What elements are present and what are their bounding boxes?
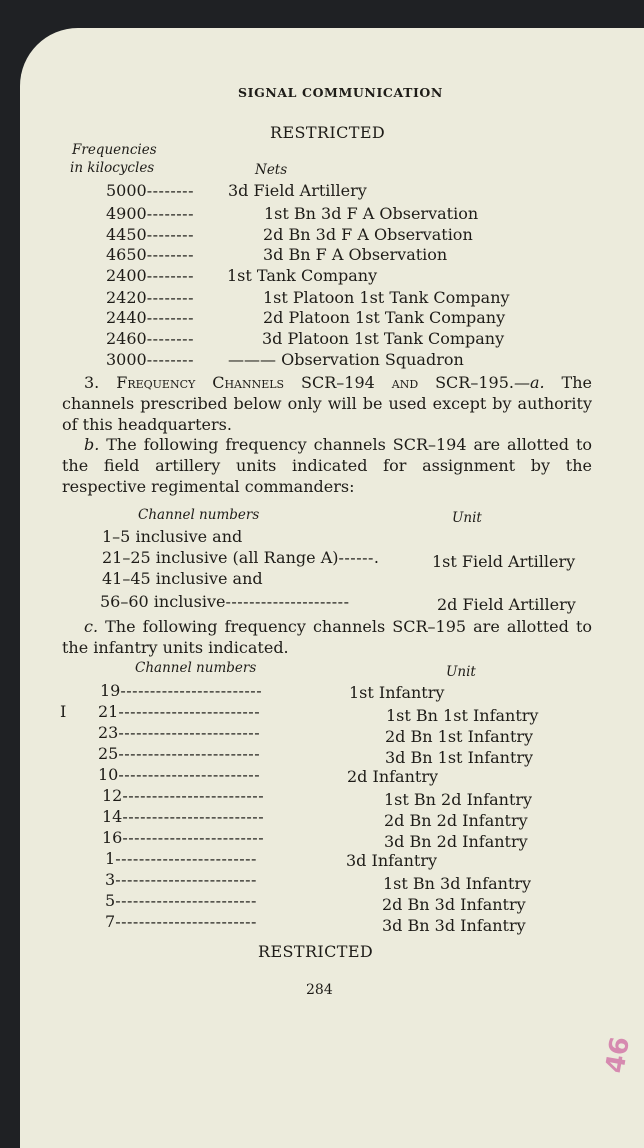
channel-number: 23 — [98, 723, 119, 742]
restricted-bottom: RESTRICTED — [258, 942, 374, 961]
channel-leader: ------------------------ — [118, 723, 261, 742]
channel-leader: ------------------------ — [122, 807, 265, 826]
unit-name: 2d Infantry — [347, 767, 439, 786]
net-row — [106, 266, 194, 285]
net-frequency: 4450 — [106, 225, 147, 244]
para3-heading: Frequency Channels SCR–194 and SCR–195. — [116, 373, 514, 392]
channel-leader: ------------------------ — [115, 870, 257, 889]
channel-row — [98, 702, 260, 721]
net-frequency: 2420 — [106, 288, 147, 307]
net-frequency: 4900 — [106, 204, 147, 223]
para-c-text: The following frequency channels SCR–195 are allotted to the infantry units indicated. — [62, 617, 592, 657]
unit-header: Unit — [452, 510, 482, 526]
unit-name: 3d Bn 1st Infantry — [385, 748, 534, 767]
unit-name: 2d Bn 1st Infantry — [385, 727, 534, 746]
ink-stamp: 46 — [600, 1034, 637, 1076]
channel-leader: ------------------------ — [118, 744, 261, 763]
channel-number: 14 — [102, 807, 123, 826]
channel-number: 12 — [102, 786, 123, 805]
channel-number: 25 — [98, 744, 119, 763]
paragraph-3 — [62, 372, 592, 435]
net-name: 1st Tank Company — [227, 266, 378, 285]
channel-number: 10 — [98, 765, 119, 784]
channel-number: 16 — [102, 828, 123, 847]
net-row — [106, 350, 194, 369]
net-name: 2d Bn 3d F A Observation — [263, 225, 473, 244]
net-frequency: 2440 — [106, 308, 147, 327]
net-row — [106, 288, 194, 307]
unit-name: 1st Field Artillery — [432, 552, 576, 571]
net-row — [106, 225, 194, 244]
channel-leader: ------------------------ — [122, 828, 265, 847]
net-frequency: 5000 — [106, 181, 147, 200]
net-leader: -------- — [146, 308, 194, 327]
paragraph-c — [62, 616, 592, 658]
para3-subletter: —a. — [513, 373, 545, 392]
net-frequency: 2400 — [106, 266, 147, 285]
net-leader: -------- — [146, 329, 194, 348]
unit-name: 3d Bn 3d Infantry — [382, 916, 526, 935]
channel-number: 3 — [105, 870, 116, 889]
channel-row — [98, 744, 260, 763]
unit-header: Unit — [446, 664, 476, 680]
unit-name: 3d Infantry — [346, 851, 438, 870]
channel-range — [100, 592, 349, 611]
net-leader: -------- — [146, 181, 194, 200]
net-row — [106, 329, 194, 348]
page-number: 284 — [306, 982, 333, 998]
channel-row — [102, 828, 264, 847]
channel-leader: --------------------- — [225, 592, 350, 611]
book-page — [20, 28, 644, 1148]
para-b-text: The following frequency channels SCR–194 are allotted to the field artillery units indicated for assignment by the respective regimental commanders: — [62, 435, 592, 496]
unit-name: 1st Bn 2d Infantry — [384, 790, 533, 809]
channel-leader: ------------------------ — [118, 702, 261, 721]
channel-numbers-header: Channel numbers — [135, 660, 257, 676]
net-frequency: 2460 — [106, 329, 147, 348]
unit-name: 1st Bn 1st Infantry — [386, 706, 539, 725]
net-row — [106, 245, 194, 264]
net-row — [106, 204, 194, 223]
net-leader: -------- — [146, 266, 194, 285]
net-name: ——— Observation Squadron — [228, 350, 464, 369]
channel-leader: ------------------------ — [118, 765, 261, 784]
channel-number: 19 — [100, 681, 121, 700]
channel-row — [105, 849, 257, 868]
para3-number: 3. — [84, 373, 117, 392]
unit-name: 1st Infantry — [349, 683, 445, 702]
margin-mark: I — [60, 702, 67, 721]
channel-row — [98, 765, 260, 784]
net-leader: -------- — [146, 350, 194, 369]
unit-name: 2d Bn 3d Infantry — [382, 895, 526, 914]
net-leader: -------- — [146, 288, 194, 307]
net-leader: -------- — [146, 245, 194, 264]
channel-leader: ------------------------ — [115, 912, 257, 931]
unit-name: 3d Bn 2d Infantry — [384, 832, 528, 851]
net-row — [106, 181, 194, 200]
nets-header: Nets — [255, 162, 288, 178]
channel-row — [98, 723, 260, 742]
channel-number: 1 — [105, 849, 116, 868]
channel-range — [102, 548, 380, 567]
channel-row — [102, 786, 264, 805]
net-frequency: 4650 — [106, 245, 147, 264]
channel-leader: ------------------------ — [115, 891, 257, 910]
net-name: 1st Platoon 1st Tank Company — [263, 288, 510, 307]
channel-leader: ------------------------ — [122, 786, 265, 805]
net-name: 3d Platoon 1st Tank Company — [262, 329, 505, 348]
paragraph-b — [62, 434, 592, 497]
channel-number: 7 — [105, 912, 116, 931]
unit-name: 2d Bn 2d Infantry — [384, 811, 528, 830]
net-leader: -------- — [146, 225, 194, 244]
net-leader: -------- — [146, 204, 194, 223]
unit-name: 1st Bn 3d Infantry — [383, 874, 532, 893]
channel-range: 41–45 inclusive and — [102, 569, 263, 588]
channel-row — [105, 891, 257, 910]
net-frequency: 3000 — [106, 350, 147, 369]
channel-leader: ------. — [338, 548, 380, 567]
unit-name: 2d Field Artillery — [437, 595, 576, 614]
channel-range-text: 21–25 inclusive (all Range A) — [102, 548, 339, 567]
channel-number: 21 — [98, 702, 119, 721]
channel-row — [105, 912, 257, 931]
channel-number: 5 — [105, 891, 116, 910]
running-header: SIGNAL COMMUNICATION — [238, 85, 443, 100]
channel-range-text: 56–60 inclusive — [100, 592, 226, 611]
channel-numbers-header: Channel numbers — [138, 507, 260, 523]
channel-row — [102, 807, 264, 826]
para-c-letter: c. — [84, 617, 99, 636]
channel-leader: ------------------------ — [115, 849, 257, 868]
restricted-top: RESTRICTED — [270, 123, 386, 142]
channel-range: 1–5 inclusive and — [102, 527, 243, 546]
net-name: 1st Bn 3d F A Observation — [264, 204, 479, 223]
net-name: 3d Bn F A Observation — [263, 245, 448, 264]
channel-leader: ------------------------ — [120, 681, 263, 700]
net-name: 2d Platoon 1st Tank Company — [263, 308, 506, 327]
freq-header-line2: in kilocycles — [70, 160, 155, 176]
para-b-letter: b. — [84, 435, 100, 454]
net-row — [106, 308, 194, 327]
net-name: 3d Field Artillery — [228, 181, 367, 200]
channel-row — [100, 681, 262, 700]
freq-header-line1: Frequencies — [72, 142, 157, 158]
channel-row — [105, 870, 257, 889]
para3-text: The channels prescribed below only will be used except by authority of this headquarters. — [62, 373, 592, 434]
